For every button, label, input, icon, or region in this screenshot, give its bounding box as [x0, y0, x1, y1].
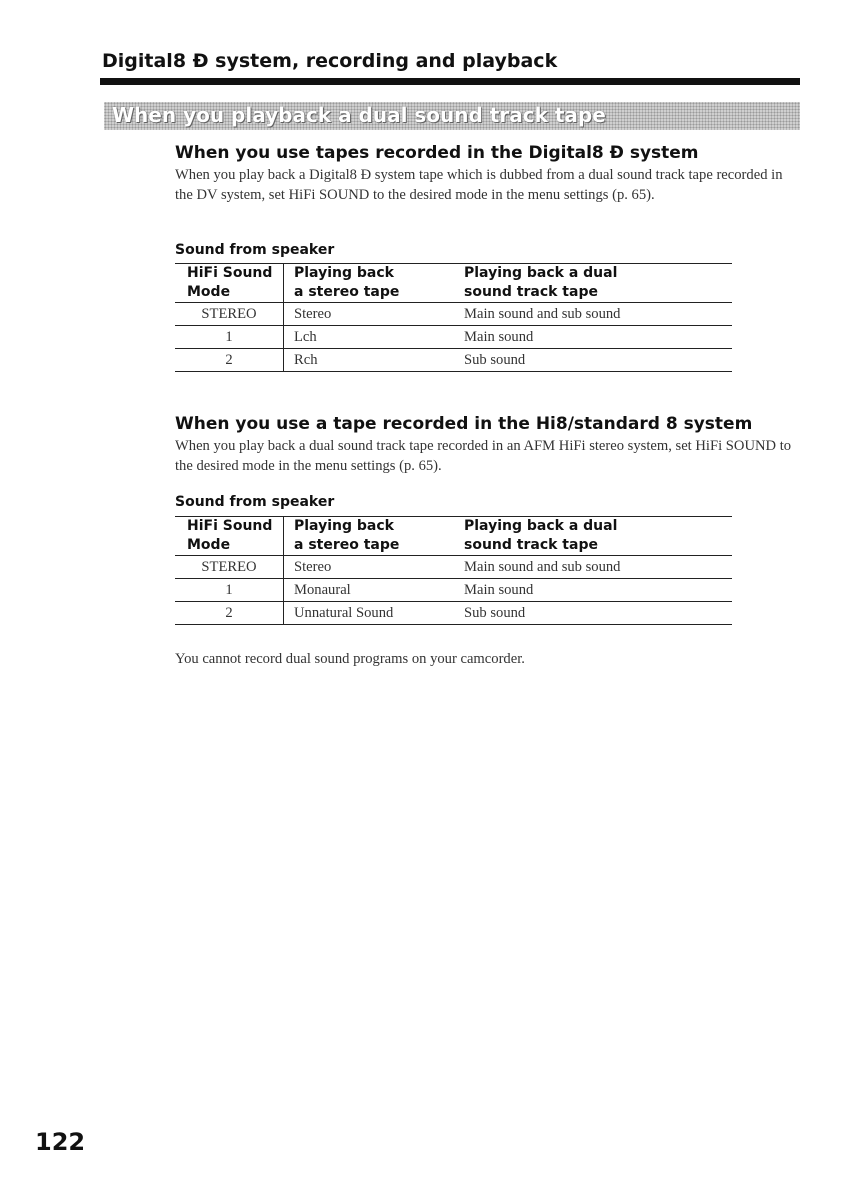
table-row: [175, 556, 732, 579]
section1-table-caption: Sound from speaker: [175, 242, 335, 258]
table-cell: Sub sound: [464, 602, 732, 625]
section2-table-caption: Sound from speaker: [175, 494, 335, 510]
header-line: HiFi Sound: [187, 265, 273, 281]
header-line: Playing back a dual: [464, 518, 618, 534]
header-line: a stereo tape: [294, 537, 400, 553]
section2-body: When you play back a dual sound track tape recorded in an AFM HiFi stereo system, set HiFi SOUND to the desired mode in the menu settings (p. 65).: [175, 438, 792, 474]
header-line: Mode: [187, 284, 231, 300]
header-line: Mode: [187, 537, 231, 553]
header-line: sound track tape: [464, 537, 598, 553]
table-cell: Main sound and sub sound: [464, 303, 732, 326]
table-cell: Stereo: [284, 556, 465, 579]
table-cell: Lch: [284, 326, 465, 349]
table-row: [175, 579, 732, 602]
header-dual-sound-tape: [464, 517, 732, 556]
header-stereo-tape: [284, 264, 465, 303]
table-cell: Rch: [284, 349, 465, 372]
header-line: HiFi Sound: [187, 518, 273, 534]
table-cell: STEREO: [175, 556, 284, 579]
header-rule: [100, 78, 800, 85]
table-row: [175, 349, 732, 372]
table-cell: STEREO: [175, 303, 284, 326]
table-header-row: [175, 517, 732, 556]
table-cell: Stereo: [284, 303, 465, 326]
header-line: Playing back a dual: [464, 265, 618, 281]
table-cell: 2: [175, 602, 284, 625]
table-header-row: [175, 264, 732, 303]
header-stereo-tape: [284, 517, 465, 556]
header-line: Playing back: [294, 518, 394, 534]
section2-title: When you use a tape recorded in the Hi8/standard 8 system: [175, 414, 753, 434]
section1-sound-table: [175, 263, 732, 372]
section-banner: [104, 102, 800, 130]
table-cell: Monaural: [284, 579, 465, 602]
header-line: sound track tape: [464, 284, 598, 300]
table-row: [175, 303, 732, 326]
banner-title: When you playback a dual sound track tape: [112, 103, 606, 127]
table-cell: Main sound: [464, 326, 732, 349]
section1-body: When you play back a Digital8 Đ system tape which is dubbed from a dual sound track tape recorded in the DV system, set HiFi SOUND to the desired mode in the menu settings (p. 65).: [175, 167, 783, 203]
header-line: Playing back: [294, 265, 394, 281]
header-hifi-sound-mode: [175, 517, 284, 556]
section1-title: When you use tapes recorded in the Digital8 Đ system: [175, 143, 699, 163]
table-cell: Unnatural Sound: [284, 602, 465, 625]
header-line: a stereo tape: [294, 284, 400, 300]
footnote: You cannot record dual sound programs on your camcorder.: [175, 651, 525, 667]
table-cell: 2: [175, 349, 284, 372]
page-header-title: Digital8 Đ system, recording and playback: [102, 50, 558, 72]
page-number: 122: [35, 1128, 86, 1156]
header-dual-sound-tape: [464, 264, 732, 303]
table-cell: Main sound: [464, 579, 732, 602]
section2-sound-table: [175, 516, 732, 625]
table-cell: Main sound and sub sound: [464, 556, 732, 579]
table-cell: 1: [175, 579, 284, 602]
table-row: [175, 602, 732, 625]
header-hifi-sound-mode: [175, 264, 284, 303]
table-cell: 1: [175, 326, 284, 349]
table-cell: Sub sound: [464, 349, 732, 372]
table-row: [175, 326, 732, 349]
